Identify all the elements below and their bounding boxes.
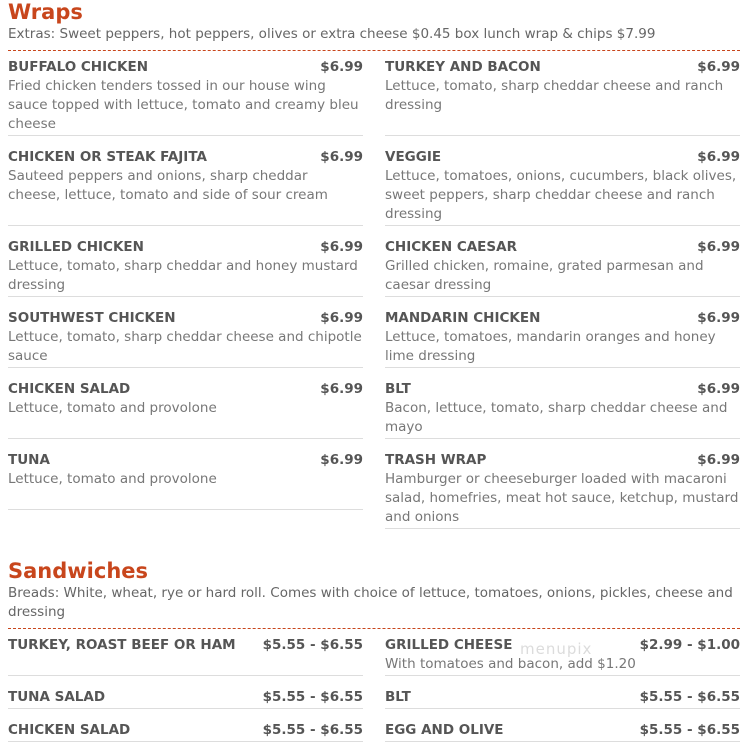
- menu-item: [385, 451, 740, 529]
- menu-item-price: $5.55 - $6.55: [639, 722, 740, 738]
- menu-item-header: [8, 451, 363, 470]
- menu-item-name: CHICKEN OR STEAK FAJITA: [8, 149, 207, 165]
- menu-item: [385, 58, 740, 136]
- menu-item-header: [8, 238, 363, 257]
- menu-item: [8, 688, 363, 709]
- menu-item-description: Fried chicken tenders tossed in our house wing sauce topped with lettuce, tomato and creamy bleu cheese: [8, 78, 359, 132]
- menu-item-header: [385, 309, 740, 328]
- menu-item-header: [8, 58, 363, 77]
- menu-item-description: Bacon, lettuce, tomato, sharp cheddar cheese and mayo: [385, 400, 728, 435]
- menu-item-price: $6.99: [697, 310, 740, 326]
- menu-item-description: Lettuce, tomato, sharp cheddar and honey mustard dressing: [8, 258, 358, 293]
- menu-item-name: CHICKEN CAESAR: [385, 239, 517, 255]
- menu-item: [385, 309, 740, 368]
- menu-item: [8, 721, 363, 742]
- menu-item-name: TRASH WRAP: [385, 452, 487, 468]
- menu-item: [8, 238, 363, 297]
- menu-item-name: BLT: [385, 689, 411, 705]
- menu-item-price: $5.55 - $6.55: [262, 689, 363, 705]
- sandwiches-note: Breads: White, wheat, rye or hard roll. Comes with choice of lettuce, tomatoes, onions, pickles, cheese and dressing: [8, 583, 740, 629]
- menu-item-header: [385, 451, 740, 470]
- menu-item-name: TUNA SALAD: [8, 689, 106, 705]
- menu-item-price: $5.55 - $6.55: [262, 637, 363, 653]
- menu-item-name: BUFFALO CHICKEN: [8, 59, 149, 75]
- menu-item-name: CHICKEN SALAD: [8, 722, 131, 738]
- menu-item-price: $6.99: [697, 149, 740, 165]
- menu-item-name: GRILLED CHICKEN: [8, 239, 144, 255]
- menu-item-price: $5.55 - $6.55: [639, 689, 740, 705]
- menu-item-price: $6.99: [320, 59, 363, 75]
- wraps-note: Extras: Sweet peppers, hot peppers, olives or extra cheese $0.45 box lunch wrap & chips $7.99: [8, 24, 740, 51]
- menu-item: [8, 148, 363, 226]
- sandwiches-left-column: [8, 636, 363, 754]
- menu-item-price: $6.99: [320, 452, 363, 468]
- menu-item-header: [8, 688, 363, 707]
- menu-item-header: [385, 148, 740, 167]
- menu-item: [385, 688, 740, 709]
- menu-item-description: Grilled chicken, romaine, grated parmesan and caesar dressing: [385, 258, 704, 293]
- menu-item-description: Lettuce, tomatoes, mandarin oranges and honey lime dressing: [385, 329, 716, 364]
- menu-item-header: [385, 58, 740, 77]
- menu-item-price: $6.99: [320, 239, 363, 255]
- menu-item-header: [8, 721, 363, 740]
- menu-item-price: $6.99: [320, 310, 363, 326]
- menu-item-header: [8, 309, 363, 328]
- menu-item: [8, 380, 363, 439]
- menu-item-price: $6.99: [697, 381, 740, 397]
- menu-item-description: Sauteed peppers and onions, sharp cheddar cheese, lettuce, tomato and side of sour cream: [8, 168, 328, 203]
- wraps-grid: [8, 58, 740, 541]
- menu-item-price: $5.55 - $6.55: [262, 722, 363, 738]
- menu-item-description: Lettuce, tomato, sharp cheddar cheese and chipotle sauce: [8, 329, 362, 364]
- menu-item-header: [385, 238, 740, 257]
- menu-item-header: [385, 380, 740, 399]
- wraps-left-column: [8, 58, 363, 541]
- menu-item-description: Lettuce, tomatoes, onions, cucumbers, black olives, sweet peppers, sharp cheddar cheese and ranch dressing: [385, 168, 737, 222]
- menu-item-header: [8, 636, 363, 655]
- menu-item-header: [385, 721, 740, 740]
- menu-item-header: [385, 688, 740, 707]
- menu-item-name: TURKEY, ROAST BEEF OR HAM: [8, 637, 236, 653]
- wraps-right-column: [385, 58, 740, 541]
- watermark: menupix: [520, 640, 593, 658]
- menu-item-name: GRILLED CHEESE: [385, 637, 513, 653]
- menu-item: [385, 380, 740, 439]
- menu-item-description: Lettuce, tomato and provolone: [8, 400, 217, 416]
- menu-item-price: $6.99: [320, 149, 363, 165]
- wraps-title: Wraps: [8, 0, 83, 24]
- menu-item-description: Hamburger or cheeseburger loaded with macaroni salad, homefries, meat hot sauce, ketchup, mustard and onions: [385, 471, 739, 525]
- menu-item-name: CHICKEN SALAD: [8, 381, 131, 397]
- sandwiches-section: [8, 559, 740, 754]
- menu-item-price: $6.99: [697, 239, 740, 255]
- menu-item: [8, 451, 363, 510]
- menu-item: [385, 721, 740, 742]
- menu-item-header: [8, 380, 363, 399]
- menu-item-description: With tomatoes and bacon, add $1.20: [385, 656, 636, 672]
- menu-item-name: MANDARIN CHICKEN: [385, 310, 541, 326]
- sandwiches-grid: [8, 636, 740, 754]
- menu-item-name: TUNA: [8, 452, 50, 468]
- menu-item-name: EGG AND OLIVE: [385, 722, 504, 738]
- menu-item-description: Lettuce, tomato and provolone: [8, 471, 217, 487]
- menu-item-name: VEGGIE: [385, 149, 442, 165]
- menu-item-description: Lettuce, tomato, sharp cheddar cheese and ranch dressing: [385, 78, 724, 113]
- menu-item-name: TURKEY AND BACON: [385, 59, 541, 75]
- menu-item: [385, 148, 740, 226]
- menu-item-name: BLT: [385, 381, 411, 397]
- menu-item-price: $6.99: [320, 381, 363, 397]
- menu-item-price: $6.99: [697, 452, 740, 468]
- menu-item-price: $2.99 - $1.00: [639, 637, 740, 653]
- sandwiches-title: Sandwiches: [8, 559, 149, 583]
- menu-item: [8, 58, 363, 136]
- menu-item-header: [8, 148, 363, 167]
- menu-item-price: $6.99: [697, 59, 740, 75]
- menu-item-name: SOUTHWEST CHICKEN: [8, 310, 176, 326]
- menu-item: [385, 238, 740, 297]
- menu-item: [8, 636, 363, 676]
- wraps-section: [8, 0, 740, 560]
- menu-item: [8, 309, 363, 368]
